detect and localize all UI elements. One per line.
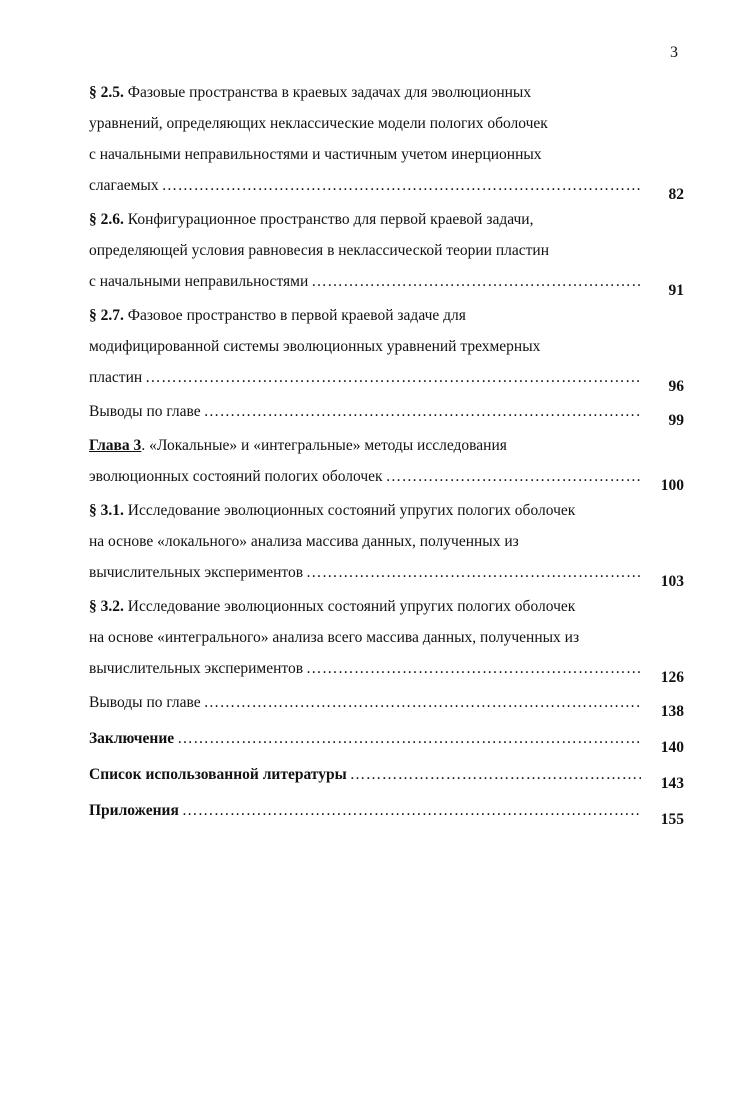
toc-entry-conclusion[interactable]	[89, 723, 689, 754]
toc-page-ref: 143	[660, 775, 684, 792]
dot-leader	[162, 170, 641, 201]
toc-page-ref: 99	[668, 412, 684, 429]
toc-entry-2-6[interactable]	[89, 204, 689, 297]
dot-leader	[204, 396, 641, 427]
toc-entry-text: вычислительных экспериментов	[89, 564, 304, 581]
toc-entry-text: Фазовое пространство в первой краевой задаче для	[127, 307, 466, 324]
toc-entry-prefix: § 2.7.	[89, 307, 124, 324]
toc-entry-text: Конфигурационное пространство для первой краевой задачи,	[127, 211, 534, 228]
table-of-contents	[89, 77, 689, 826]
dot-leader	[145, 362, 641, 393]
dot-leader	[350, 759, 641, 790]
page-number: 3	[670, 44, 678, 61]
toc-entry-text: Выводы по главе	[89, 694, 201, 711]
toc-entry-prefix: § 2.6.	[89, 211, 124, 228]
dot-leader	[386, 461, 641, 492]
toc-entry-text: Приложения	[89, 802, 179, 819]
toc-entry-text: Исследование эволюционных состояний упругих пологих оболочек	[127, 502, 576, 519]
toc-entry-text: с начальными неправильностями	[89, 273, 309, 290]
dot-leader	[311, 266, 641, 297]
toc-entry-text: модифицированной системы эволюционных уравнений трехмерных	[89, 338, 541, 355]
toc-page-ref: 103	[660, 573, 684, 590]
toc-page-ref: 82	[668, 186, 684, 203]
toc-entry-appendices[interactable]	[89, 795, 689, 826]
dot-leader	[177, 723, 641, 754]
toc-page-ref: 140	[660, 739, 684, 756]
toc-entry-text: Исследование эволюционных состояний упругих пологих оболочек	[127, 598, 576, 615]
toc-entry-prefix: § 3.2.	[89, 598, 124, 615]
toc-entry-text: Список использованной литературы	[89, 766, 347, 783]
toc-entry-text: . «Локальные» и «интегральные» методы исследования	[141, 437, 507, 454]
toc-entry-text: эволюционных состояний пологих оболочек	[89, 468, 383, 485]
toc-entry-text: Выводы по главе	[89, 403, 201, 420]
toc-page-ref: 126	[660, 669, 684, 686]
toc-entry-prefix: § 2.5.	[89, 84, 124, 101]
dot-leader	[306, 653, 641, 684]
toc-entry-conclusions-ch3[interactable]	[89, 687, 689, 718]
toc-entry-2-5[interactable]	[89, 77, 689, 201]
toc-entry-text: уравнений, определяющих неклассические модели пологих оболочек	[89, 115, 548, 132]
toc-entry-3-2[interactable]	[89, 591, 689, 684]
toc-page-ref: 155	[660, 811, 684, 828]
toc-entry-conclusions-ch2[interactable]	[89, 396, 689, 427]
toc-entry-text: на основе «интегрального» анализа всего массива данных, полученных из	[89, 629, 580, 646]
toc-entry-text: вычислительных экспериментов	[89, 660, 304, 677]
toc-entry-references[interactable]	[89, 759, 689, 790]
toc-page-ref: 96	[668, 378, 684, 395]
toc-page-ref: 138	[660, 703, 684, 720]
toc-entry-text: пластин	[89, 369, 143, 386]
toc-entry-text: на основе «локального» анализа массива данных, полученных из	[89, 533, 519, 550]
toc-entry-text: с начальными неправильностями и частичным учетом инерционных	[89, 146, 542, 163]
toc-entry-chapter-3[interactable]	[89, 430, 689, 492]
toc-entry-prefix: § 3.1.	[89, 502, 124, 519]
toc-entry-3-1[interactable]	[89, 495, 689, 588]
toc-page-ref: 91	[668, 282, 684, 299]
toc-entry-text: определяющей условия равновесия в неклассической теории пластин	[89, 242, 550, 259]
toc-entry-prefix: Глава 3	[89, 437, 142, 454]
dot-leader	[182, 795, 641, 826]
toc-entry-text: слагаемых	[89, 177, 159, 194]
toc-entry-text: Заключение	[89, 730, 175, 747]
dot-leader	[204, 687, 641, 718]
toc-entry-2-7[interactable]	[89, 300, 689, 393]
dot-leader	[306, 557, 641, 588]
toc-entry-text: Фазовые пространства в краевых задачах для эволюционных	[127, 84, 532, 101]
toc-page-ref: 100	[660, 477, 684, 494]
